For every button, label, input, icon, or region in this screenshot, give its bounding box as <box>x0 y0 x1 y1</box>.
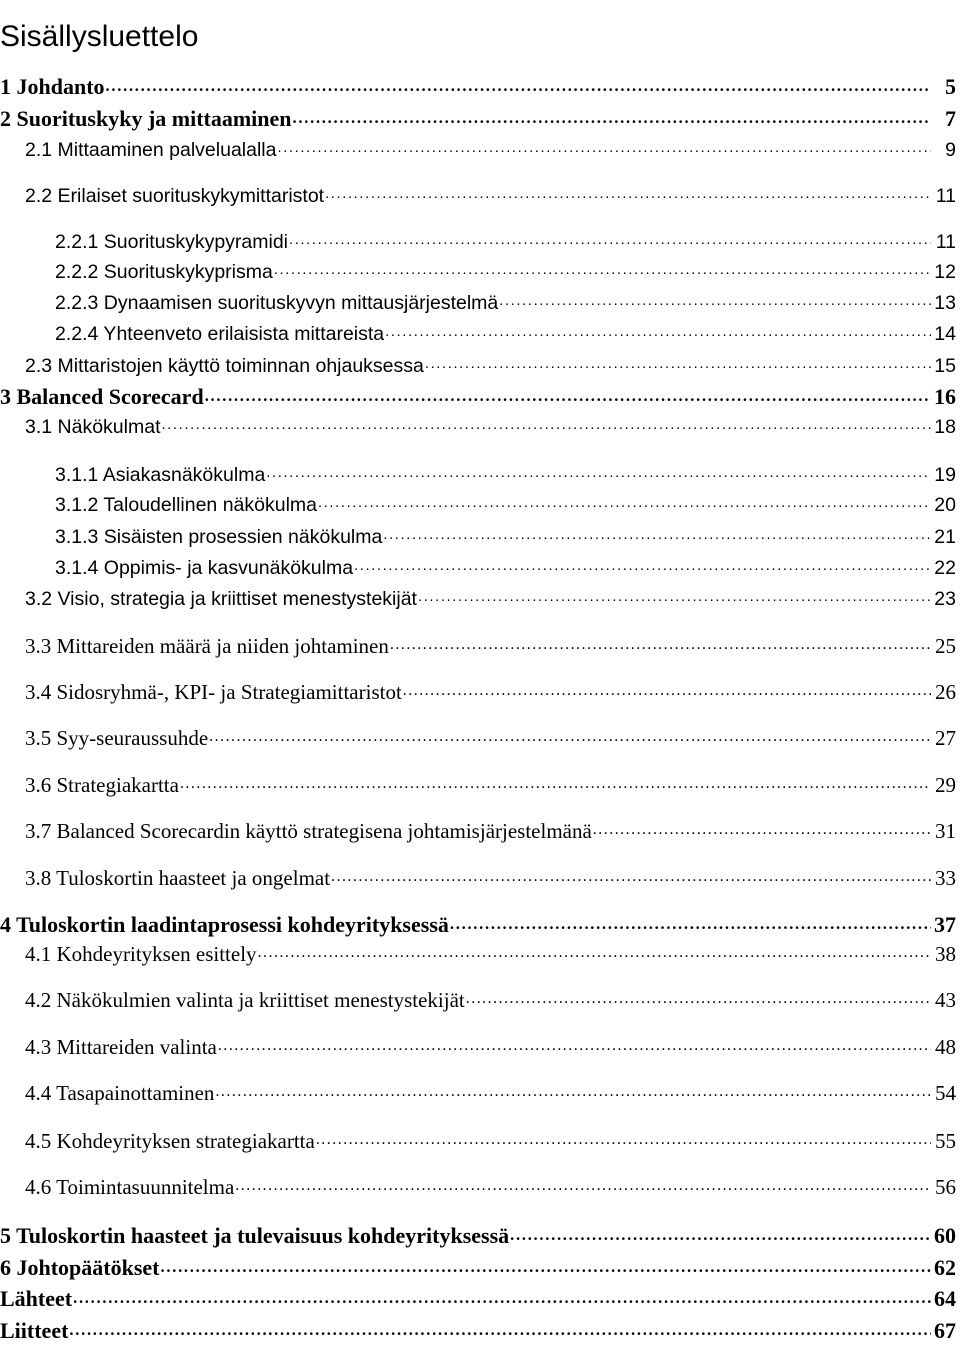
toc-entry[interactable] <box>25 413 956 440</box>
toc-entry-page-number: 29 <box>935 773 956 797</box>
toc-dot-leader <box>161 413 931 433</box>
toc-dot-leader <box>277 136 931 156</box>
toc-entry-page-number: 43 <box>935 988 956 1012</box>
toc-entry[interactable] <box>25 724 956 751</box>
toc-entry[interactable] <box>25 632 956 659</box>
toc-entry-label: 4.4 Tasapainottaminen <box>25 1081 215 1105</box>
toc-entry[interactable] <box>55 461 956 488</box>
toc-entry-label: 4.5 Kohdeyrityksen strategiakartta <box>25 1129 315 1153</box>
toc-dot-leader <box>425 352 931 372</box>
toc-entry[interactable] <box>25 182 956 209</box>
toc-dot-leader <box>161 1253 931 1275</box>
toc-entry-label: 5 Tuloskortin haasteet ja tulevaisuus kohdeyrityksessä <box>0 1223 510 1248</box>
toc-entry-label: 3.3 Mittareiden määrä ja niiden johtaminen <box>25 634 389 658</box>
toc-entry-page-number: 21 <box>934 525 956 548</box>
toc-entry[interactable] <box>55 491 956 518</box>
toc-entry-label: 4.3 Mittareiden valinta <box>25 1035 217 1059</box>
toc-dot-leader <box>218 1033 931 1054</box>
toc-entry-page-number: 27 <box>935 726 956 750</box>
toc-dot-leader <box>325 182 931 202</box>
toc-entry[interactable] <box>25 986 956 1013</box>
toc-entry-label: 2 Suorituskyky ja mittaaminen <box>0 106 292 131</box>
toc-entry[interactable] <box>0 382 956 410</box>
toc-dot-leader <box>385 320 931 340</box>
toc-entry[interactable] <box>55 258 956 285</box>
toc-dot-leader <box>258 940 931 961</box>
toc-entry[interactable] <box>55 320 956 347</box>
toc-entry-label: 4.1 Kohdeyrityksen esittely <box>25 942 257 966</box>
toc-entry[interactable] <box>25 817 956 844</box>
toc-entry-label: 3.1.4 Oppimis- ja kasvunäkökulma <box>55 556 354 579</box>
toc-entry-page-number: 9 <box>945 138 956 161</box>
toc-entry-page-number: 20 <box>934 493 956 516</box>
toc-dot-leader <box>466 986 931 1007</box>
toc-entry-page-number: 13 <box>934 291 956 314</box>
toc-entry-page-number: 16 <box>934 384 956 409</box>
toc-dot-leader <box>289 228 931 248</box>
toc-entry[interactable] <box>0 104 956 132</box>
toc-entry-page-number: 67 <box>934 1318 956 1343</box>
toc-dot-leader <box>499 289 931 309</box>
toc-entry-label: 3 Balanced Scorecard <box>0 384 204 409</box>
toc-entry[interactable] <box>25 940 956 967</box>
toc-entry-page-number: 31 <box>935 819 956 843</box>
toc-entry[interactable] <box>25 1033 956 1060</box>
toc-dot-leader <box>418 585 931 605</box>
toc-entry[interactable] <box>25 1127 956 1154</box>
toc-dot-leader <box>180 771 931 792</box>
toc-entry[interactable] <box>55 228 956 255</box>
toc-entry-label: 1 Johdanto <box>0 74 105 99</box>
toc-dot-leader <box>215 1079 931 1100</box>
toc-entry[interactable] <box>55 523 956 550</box>
toc-entry[interactable] <box>0 1221 956 1249</box>
toc-dot-leader <box>354 554 931 574</box>
toc-entry-page-number: 60 <box>934 1223 956 1248</box>
toc-entry[interactable] <box>25 585 956 612</box>
toc-entry-label: 3.4 Sidosryhmä-, KPI- ja Strategiamittaristot <box>25 680 402 704</box>
toc-entry[interactable] <box>0 910 956 938</box>
toc-entry-page-number: 56 <box>935 1175 956 1199</box>
toc-entry-page-number: 38 <box>935 942 956 966</box>
toc-entry-page-number: 48 <box>935 1035 956 1059</box>
toc-entry-label: 2.2.4 Yhteenveto erilaisista mittareista <box>55 322 385 345</box>
toc-dot-leader <box>205 382 931 404</box>
toc-entry-label: 2.1 Mittaaminen palvelualalla <box>25 138 277 161</box>
toc-dot-leader <box>69 1316 931 1338</box>
toc-entry-page-number: 15 <box>934 354 956 377</box>
toc-entry-page-number: 7 <box>945 106 956 131</box>
toc-entry[interactable] <box>25 1173 956 1200</box>
toc-entry-label: 3.7 Balanced Scorecardin käyttö strategisena johtamisjärjestelmänä <box>25 819 592 843</box>
toc-entry[interactable] <box>0 1284 956 1312</box>
toc-entry-page-number: 23 <box>934 587 956 610</box>
toc-entry-label: 2.3 Mittaristojen käyttö toiminnan ohjauksessa <box>25 354 424 377</box>
toc-entry-label: 3.1.1 Asiakasnäkökulma <box>55 463 266 486</box>
toc-entry[interactable] <box>25 771 956 798</box>
toc-entry[interactable] <box>25 136 956 163</box>
toc-dot-leader <box>316 1127 931 1148</box>
toc-entry-page-number: 12 <box>934 260 956 283</box>
toc-entry-label: Liitteet <box>0 1318 69 1343</box>
toc-entry-label: 6 Johtopäätökset <box>0 1255 160 1280</box>
toc-dot-leader <box>318 491 931 511</box>
toc-dot-leader <box>593 817 931 838</box>
toc-entry-page-number: 25 <box>935 634 956 658</box>
toc-entry[interactable] <box>25 678 956 705</box>
toc-entry-label: 3.1.2 Taloudellinen näkökulma <box>55 493 317 516</box>
toc-dot-leader <box>266 461 931 481</box>
toc-dot-leader <box>390 632 931 653</box>
toc-entry-label: 2.2.1 Suorituskykypyramidi <box>55 230 289 253</box>
toc-entry[interactable] <box>0 1253 956 1281</box>
toc-entry-label: 2.2.2 Suorituskykyprisma <box>55 260 273 283</box>
toc-entry-label: 4 Tuloskortin laadintaprosessi kohdeyrityksessä <box>0 912 449 937</box>
toc-entry-page-number: 18 <box>934 415 956 438</box>
toc-entry[interactable] <box>25 352 956 379</box>
toc-entry-label: 3.2 Visio, strategia ja kriittiset menestystekijät <box>25 587 417 610</box>
toc-entry-page-number: 55 <box>935 1129 956 1153</box>
toc-entry-label: Lähteet <box>0 1286 73 1311</box>
toc-dot-leader <box>510 1221 931 1243</box>
toc-dot-leader <box>383 523 931 543</box>
toc-dot-leader <box>331 864 931 885</box>
toc-dot-leader <box>274 258 931 278</box>
toc-entry[interactable] <box>25 864 956 891</box>
toc-dot-leader <box>73 1284 931 1306</box>
toc-dot-leader <box>450 910 931 932</box>
toc-entry-page-number: 11 <box>935 230 956 253</box>
toc-entry-label: 3.1 Näkökulmat <box>25 415 161 438</box>
toc-dot-leader <box>235 1173 931 1194</box>
toc-entry-page-number: 14 <box>934 322 956 345</box>
toc-entry[interactable] <box>0 72 956 100</box>
toc-entry-page-number: 19 <box>934 463 956 486</box>
toc-dot-leader <box>293 104 931 126</box>
page-title: Sisällysluettelo <box>0 20 199 54</box>
toc-dot-leader <box>209 724 931 745</box>
toc-dot-leader <box>403 678 931 699</box>
toc-entry-label: 4.6 Toimintasuunnitelma <box>25 1175 235 1199</box>
toc-entry-label: 3.8 Tuloskortin haasteet ja ongelmat <box>25 866 331 890</box>
toc-entry-page-number: 37 <box>934 912 956 937</box>
toc-entry-page-number: 62 <box>934 1255 956 1280</box>
toc-entry[interactable] <box>55 289 956 316</box>
toc-entry-label: 3.6 Strategiakartta <box>25 773 179 797</box>
toc-entry[interactable] <box>0 1316 956 1344</box>
toc-entry-page-number: 26 <box>935 680 956 704</box>
toc-entry[interactable] <box>55 554 956 581</box>
toc-entry-page-number: 5 <box>945 74 956 99</box>
toc-entry-page-number: 33 <box>935 866 956 890</box>
toc-entry-page-number: 11 <box>935 184 956 207</box>
toc-dot-leader <box>106 72 931 94</box>
toc-entry-page-number: 64 <box>934 1286 956 1311</box>
toc-entry[interactable] <box>25 1079 956 1106</box>
toc-entry-page-number: 22 <box>934 556 956 579</box>
toc-entry-label: 3.1.3 Sisäisten prosessien näkökulma <box>55 525 383 548</box>
toc-entry-label: 2.2.3 Dynaamisen suorituskyvyn mittausjärjestelmä <box>55 291 499 314</box>
toc-entry-page-number: 54 <box>935 1081 956 1105</box>
toc-entry-label: 2.2 Erilaiset suorituskykymittaristot <box>25 184 325 207</box>
toc-entry-label: 4.2 Näkökulmien valinta ja kriittiset menestystekijät <box>25 988 465 1012</box>
toc-entry-label: 3.5 Syy-seuraussuhde <box>25 726 209 750</box>
